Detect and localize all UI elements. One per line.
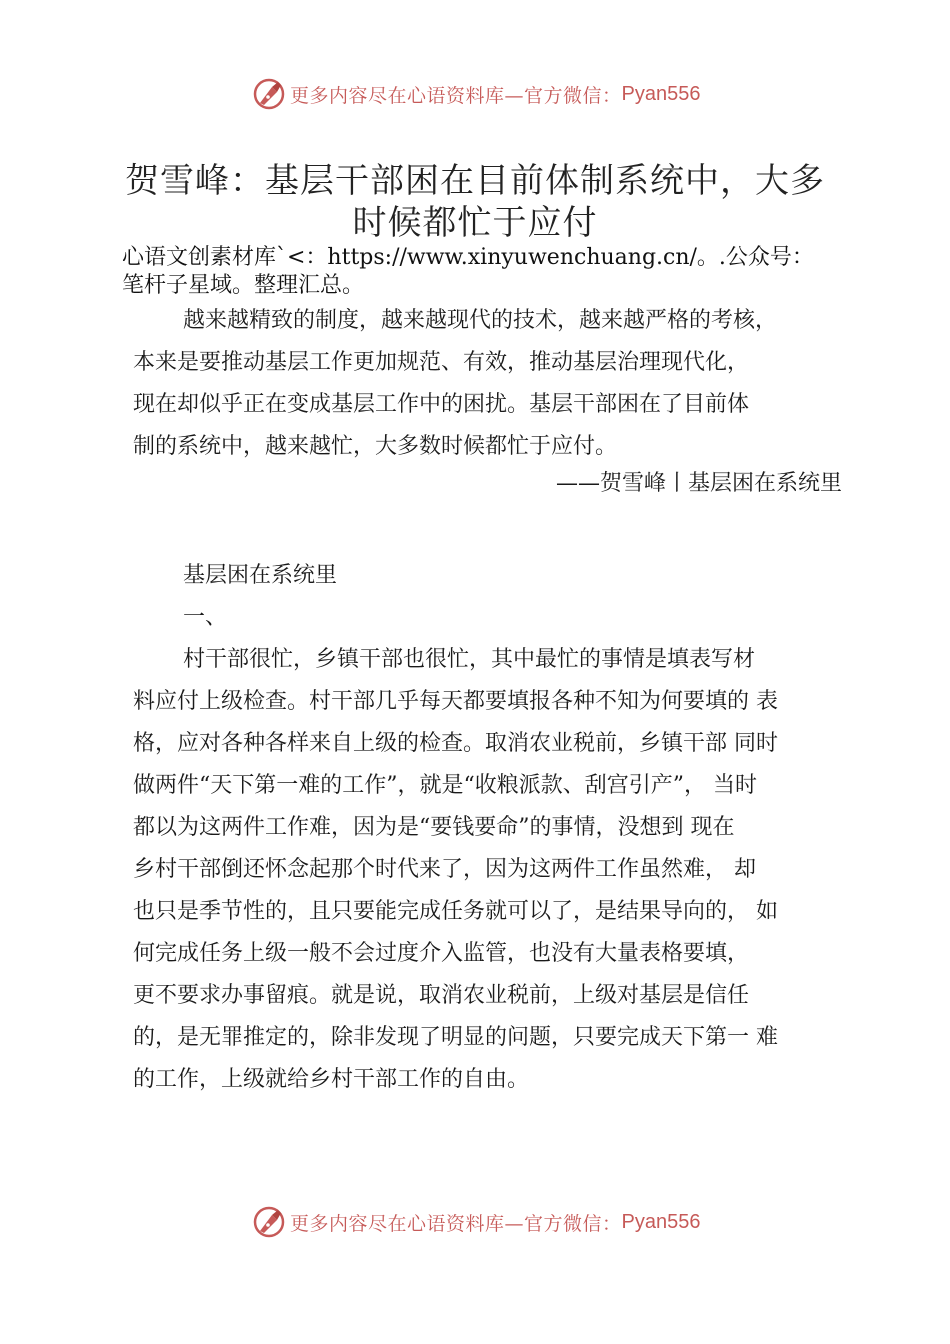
footer-banner <box>0 1202 950 1242</box>
page-title <box>100 160 850 244</box>
body-line: 的工作，上级就给乡村干部工作的自由。 <box>133 1067 530 1092</box>
quote-line: 制的系统中，越来越忙，大多数时候都忙于应付。 <box>133 434 618 459</box>
lead-quote <box>133 300 853 468</box>
source-note <box>122 244 882 300</box>
source-line: 笔杆子星域。整理汇总。 <box>122 273 365 298</box>
banner-text: 更多内容尽在心语资料库—官方微信： <box>290 1212 622 1235</box>
title-line: 时候都忙于应付 <box>352 203 598 243</box>
body-line: 的，是无罪推定的，除非发现了明显的问题，只要完成天下第一 难 <box>133 1025 778 1050</box>
quote-line: 本来是要推动基层工作更加规范、有效，推动基层治理现代化， <box>133 350 750 375</box>
quote-line: 越来越精致的制度，越来越现代的技术，越来越严格的考核， <box>183 308 778 333</box>
body-line: 何完成任务上级一般不会过度介入监管，也没有大量表格要填， <box>133 941 750 966</box>
pen-nib-logo-icon <box>252 1205 286 1239</box>
title-line: 贺雪峰：基层干部困在目前体制系统中，大多 <box>125 161 825 201</box>
source-line: 心语文创素材库`<：https://www.xinyuwenchuang.cn/。.公众号： <box>122 245 814 270</box>
section-number: 一、 <box>183 605 228 630</box>
body-line: 村干部很忙，乡镇干部也很忙，其中最忙的事情是填表写材 <box>183 647 756 672</box>
article-body <box>133 555 868 1101</box>
quote-line: 现在却似乎正在变成基层工作中的困扰。基层干部困在了目前体 <box>133 392 750 417</box>
body-line: 也只是季节性的，且只要能完成任务就可以了，是结果导向的， 如 <box>133 899 778 924</box>
body-line: 格，应对各种各样来自上级的检查。取消农业税前，乡镇干部 同时 <box>133 731 778 756</box>
body-line: 料应付上级检查。村干部几乎每天都要填报各种不知为何要填的 表 <box>133 689 778 714</box>
pen-nib-logo-icon <box>252 77 286 111</box>
header-banner <box>0 74 950 114</box>
body-line: 更不要求办事留痕。就是说，取消农业税前，上级对基层是信任 <box>133 983 750 1008</box>
body-line: 都以为这两件工作难，因为是“要钱要命”的事情，没想到 现在 <box>133 815 735 840</box>
section-heading: 基层困在系统里 <box>183 563 338 588</box>
banner-wechat-id: Pyan556 <box>621 82 701 105</box>
quote-attribution: ——贺雪峰丨基层困在系统里 <box>555 471 842 496</box>
banner-text: 更多内容尽在心语资料库—官方微信： <box>290 84 622 107</box>
banner-wechat-id: Pyan556 <box>621 1210 701 1233</box>
body-line: 做两件“天下第一难的工作”，就是“收粮派款、刮宫引产”， 当时 <box>133 773 757 798</box>
body-line: 乡村干部倒还怀念起那个时代来了，因为这两件工作虽然难， 却 <box>133 857 756 882</box>
